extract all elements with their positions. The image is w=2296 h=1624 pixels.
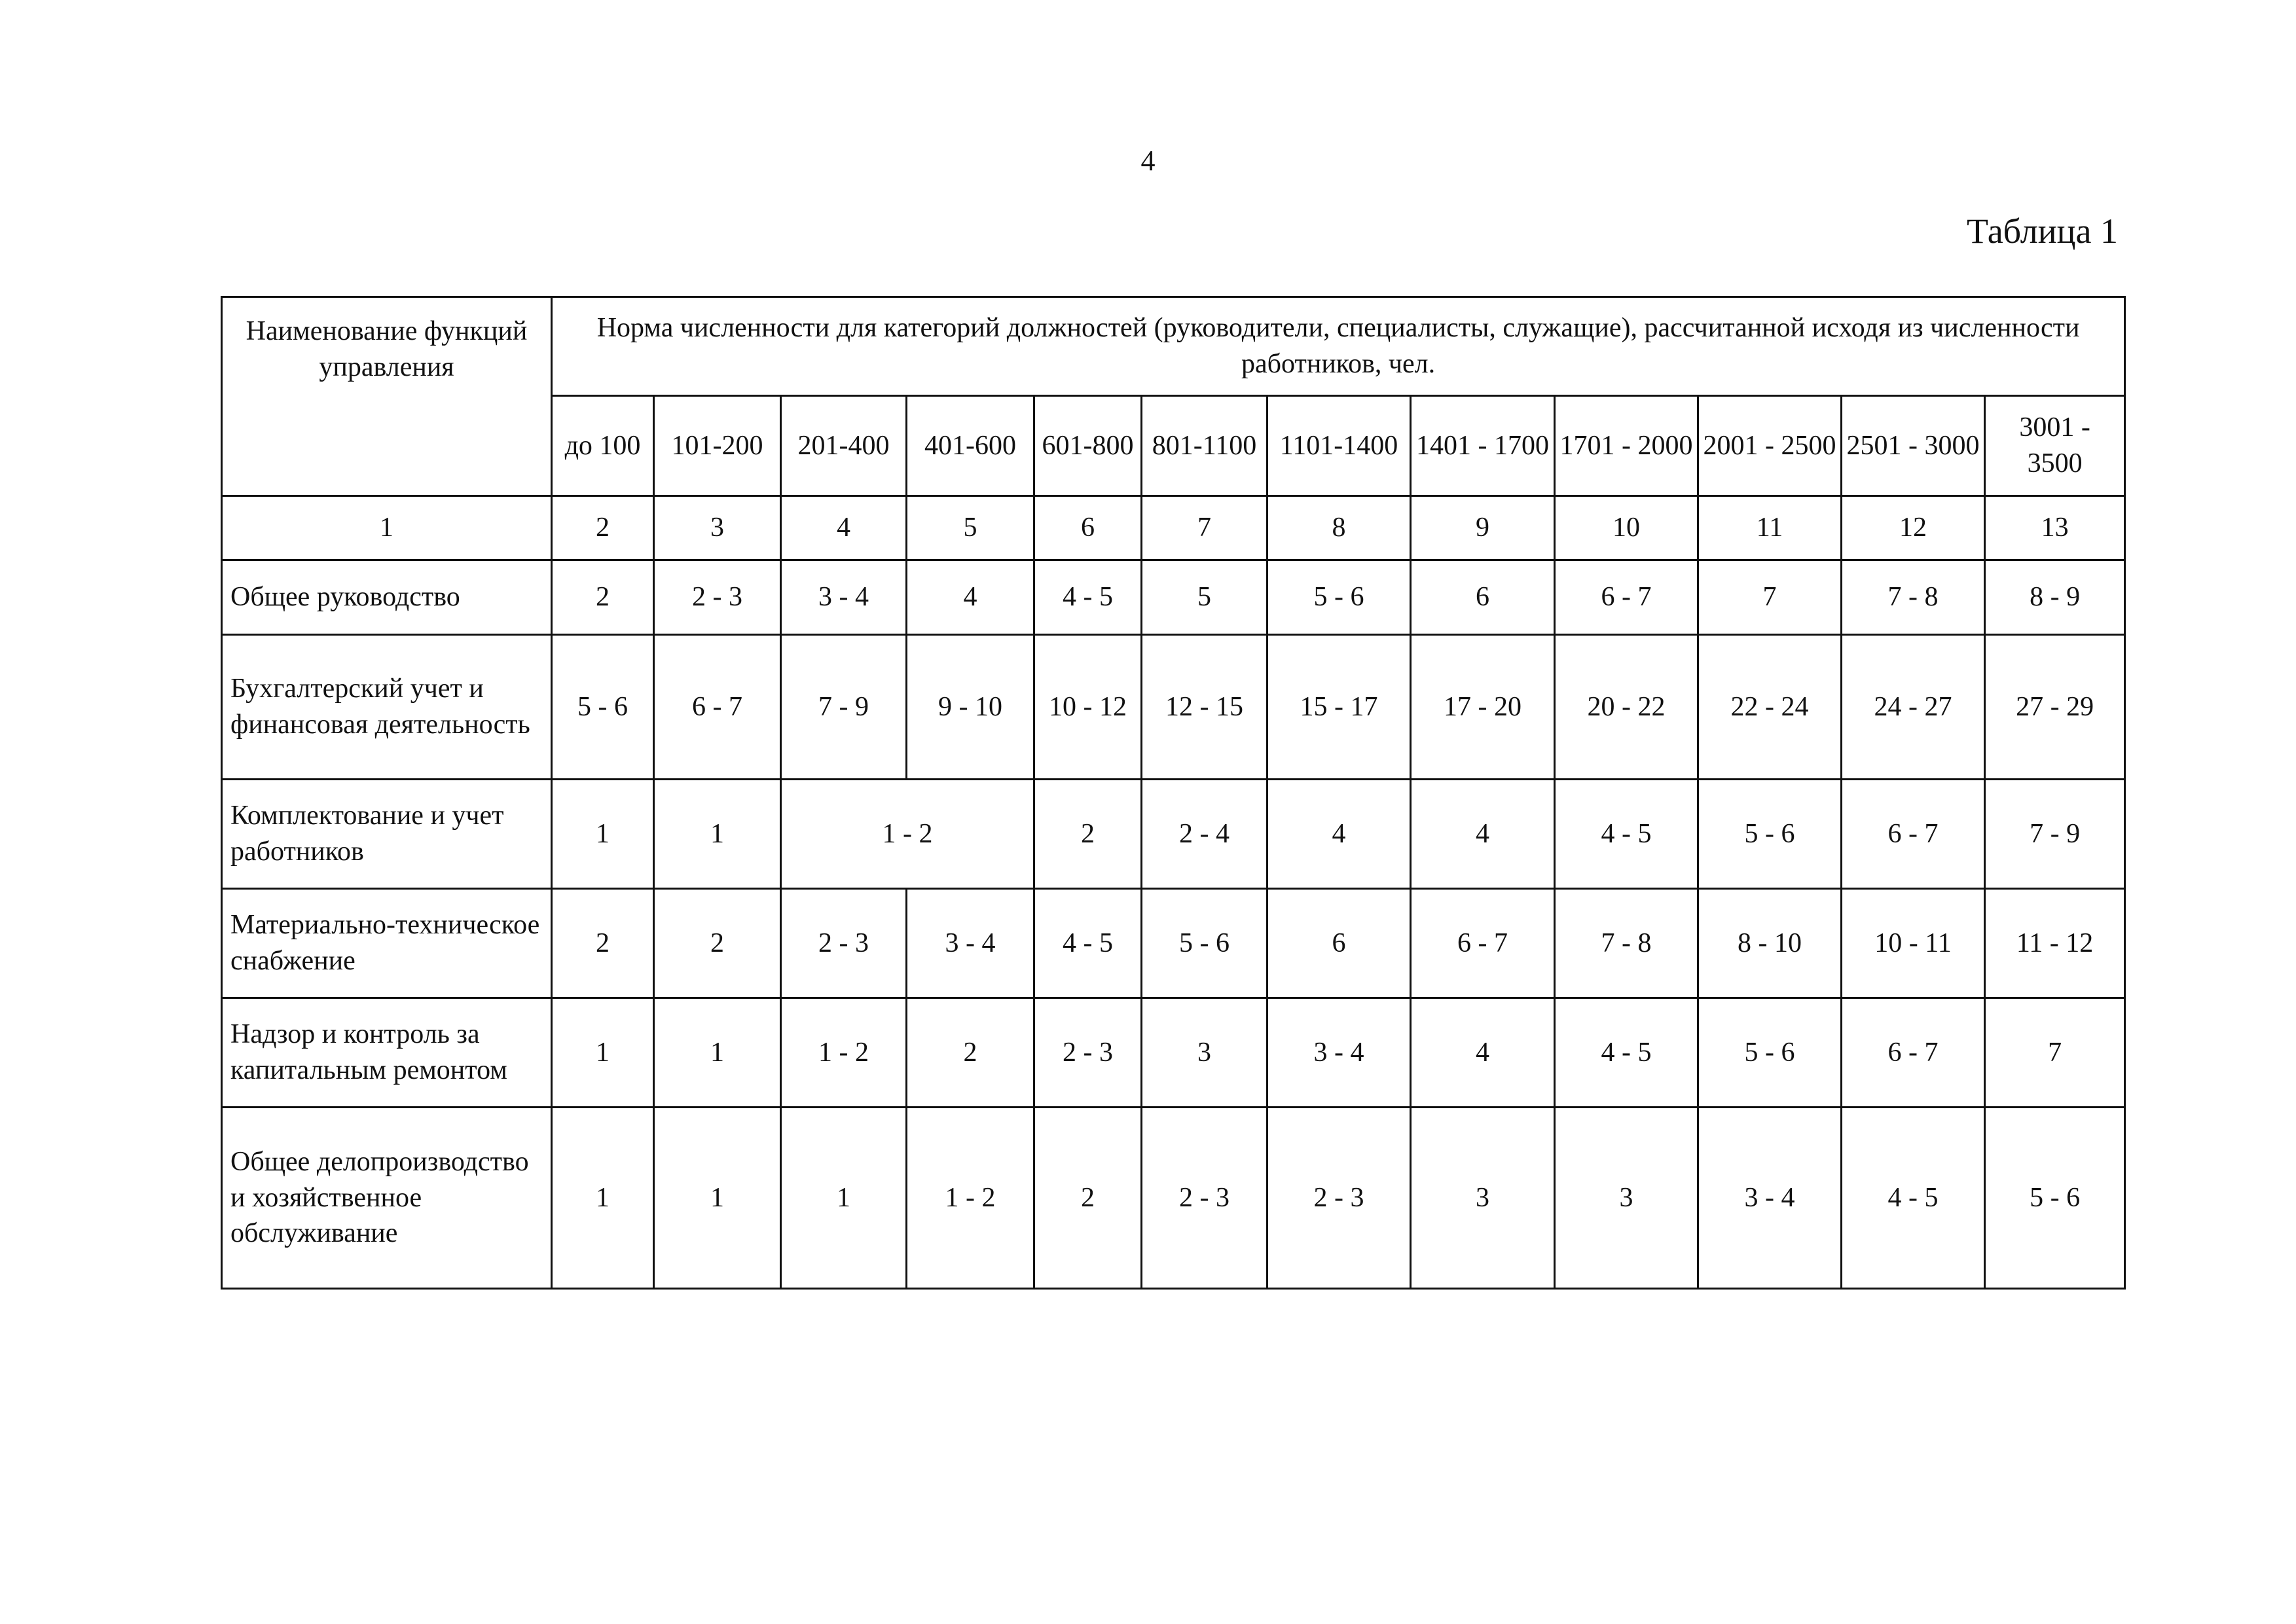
column-number-row (222, 496, 2125, 560)
range-header: 1101-1400 (1267, 396, 1411, 496)
norm-value: 2 - 3 (1142, 1108, 1267, 1289)
range-header: до 100 (552, 396, 654, 496)
table-row (222, 998, 2125, 1108)
norm-value: 3 (1411, 1108, 1555, 1289)
norm-value: 4 - 5 (1034, 889, 1142, 998)
function-name: Общее руководство (222, 560, 552, 635)
norm-value: 1 (552, 1108, 654, 1289)
range-header: 1701 - 2000 (1555, 396, 1698, 496)
norm-value: 10 - 12 (1034, 635, 1142, 780)
table-row (222, 889, 2125, 998)
norm-value: 17 - 20 (1411, 635, 1555, 780)
norm-value: 7 - 9 (1985, 780, 2125, 889)
norm-value: 1 - 2 (907, 1108, 1034, 1289)
norm-value: 3 (1555, 1108, 1698, 1289)
norm-value: 4 (1411, 780, 1555, 889)
norm-value: 2 (907, 998, 1034, 1108)
range-header: 2001 - 2500 (1698, 396, 1842, 496)
norm-value: 6 (1411, 560, 1555, 635)
norm-value: 2 (552, 560, 654, 635)
norm-value: 5 - 6 (552, 635, 654, 780)
norm-value: 5 (1142, 560, 1267, 635)
column-number: 4 (781, 496, 907, 560)
norm-value: 24 - 27 (1842, 635, 1985, 780)
table-row (222, 1108, 2125, 1289)
norm-value: 10 - 11 (1842, 889, 1985, 998)
norm-value: 1 (654, 1108, 781, 1289)
range-header: 401-600 (907, 396, 1034, 496)
norm-value: 1 (781, 1108, 907, 1289)
column-number: 1 (222, 496, 552, 560)
column-number: 11 (1698, 496, 1842, 560)
staffing-norms-table (221, 296, 2126, 1290)
norm-value: 3 (1142, 998, 1267, 1108)
norm-value: 15 - 17 (1267, 635, 1411, 780)
norm-value: 7 - 9 (781, 635, 907, 780)
norm-value: 6 - 7 (1555, 560, 1698, 635)
range-header: 101-200 (654, 396, 781, 496)
range-header: 3001 - 3500 (1985, 396, 2125, 496)
header-row (222, 297, 2125, 396)
norm-value: 6 - 7 (654, 635, 781, 780)
range-header: 1401 - 1700 (1411, 396, 1555, 496)
norm-value: 1 (654, 998, 781, 1108)
norm-value: 4 (1411, 998, 1555, 1108)
norm-value: 9 - 10 (907, 635, 1034, 780)
norm-value: 7 - 8 (1842, 560, 1985, 635)
norm-value: 4 (907, 560, 1034, 635)
norm-value: 8 - 10 (1698, 889, 1842, 998)
table-row (222, 560, 2125, 635)
norm-value: 2 (552, 889, 654, 998)
column-number: 3 (654, 496, 781, 560)
range-header: 201-400 (781, 396, 907, 496)
range-header: 2501 - 3000 (1842, 396, 1985, 496)
range-header: 601-800 (1034, 396, 1142, 496)
column-number: 13 (1985, 496, 2125, 560)
norm-value: 1 (552, 998, 654, 1108)
norm-value: 20 - 22 (1555, 635, 1698, 780)
norm-value: 6 (1267, 889, 1411, 998)
norm-value: 3 - 4 (907, 889, 1034, 998)
column-number: 7 (1142, 496, 1267, 560)
norm-value: 2 - 4 (1142, 780, 1267, 889)
norm-value: 6 - 7 (1411, 889, 1555, 998)
norm-value: 5 - 6 (1142, 889, 1267, 998)
norm-value: 5 - 6 (1698, 998, 1842, 1108)
norm-value: 2 - 3 (1034, 998, 1142, 1108)
page-number: 4 (1140, 145, 1156, 177)
function-name-header: Наименование функций управления (222, 297, 552, 496)
function-name: Материально-техническое снабжение (222, 889, 552, 998)
norm-value: 22 - 24 (1698, 635, 1842, 780)
norm-value: 4 (1267, 780, 1411, 889)
norm-value: 2 (1034, 1108, 1142, 1289)
table-caption: Таблица 1 (1967, 211, 2118, 251)
norm-value: 7 (1985, 998, 2125, 1108)
norm-value: 2 (654, 889, 781, 998)
column-number: 2 (552, 496, 654, 560)
column-number: 5 (907, 496, 1034, 560)
norm-value: 5 - 6 (1985, 1108, 2125, 1289)
norm-value: 1 (552, 780, 654, 889)
norm-value: 2 - 3 (654, 560, 781, 635)
norm-value: 12 - 15 (1142, 635, 1267, 780)
norm-value: 5 - 6 (1267, 560, 1411, 635)
norm-value: 3 - 4 (781, 560, 907, 635)
norm-value: 7 (1698, 560, 1842, 635)
norm-value: 2 - 3 (1267, 1108, 1411, 1289)
norm-value: 11 - 12 (1985, 889, 2125, 998)
norm-value: 3 - 4 (1698, 1108, 1842, 1289)
function-name: Бухгалтерский учет и финансовая деятельность (222, 635, 552, 780)
column-number: 8 (1267, 496, 1411, 560)
function-name: Комплектование и учет работников (222, 780, 552, 889)
range-header: 801-1100 (1142, 396, 1267, 496)
norm-group-header: Норма численности для категорий должностей (руководители, специалисты, служащие), рассчитанной исходя из численности работников, чел. (552, 297, 2125, 396)
norm-value-merged: 1 - 2 (781, 780, 1034, 889)
norm-value: 27 - 29 (1985, 635, 2125, 780)
column-number: 12 (1842, 496, 1985, 560)
column-number: 9 (1411, 496, 1555, 560)
norm-value: 4 - 5 (1034, 560, 1142, 635)
table-row (222, 635, 2125, 780)
norm-value: 1 - 2 (781, 998, 907, 1108)
norm-value: 2 - 3 (781, 889, 907, 998)
norm-value: 6 - 7 (1842, 780, 1985, 889)
norm-value: 2 (1034, 780, 1142, 889)
norm-value: 5 - 6 (1698, 780, 1842, 889)
norm-value: 7 - 8 (1555, 889, 1698, 998)
norm-value: 1 (654, 780, 781, 889)
column-number: 10 (1555, 496, 1698, 560)
table-row (222, 780, 2125, 889)
norm-value: 4 - 5 (1555, 780, 1698, 889)
column-number: 6 (1034, 496, 1142, 560)
function-name: Общее делопроизводство и хозяйственное обслуживание (222, 1108, 552, 1289)
norm-value: 8 - 9 (1985, 560, 2125, 635)
function-name: Надзор и контроль за капитальным ремонтом (222, 998, 552, 1108)
norm-value: 4 - 5 (1555, 998, 1698, 1108)
norm-value: 6 - 7 (1842, 998, 1985, 1108)
norm-value: 4 - 5 (1842, 1108, 1985, 1289)
norm-value: 3 - 4 (1267, 998, 1411, 1108)
